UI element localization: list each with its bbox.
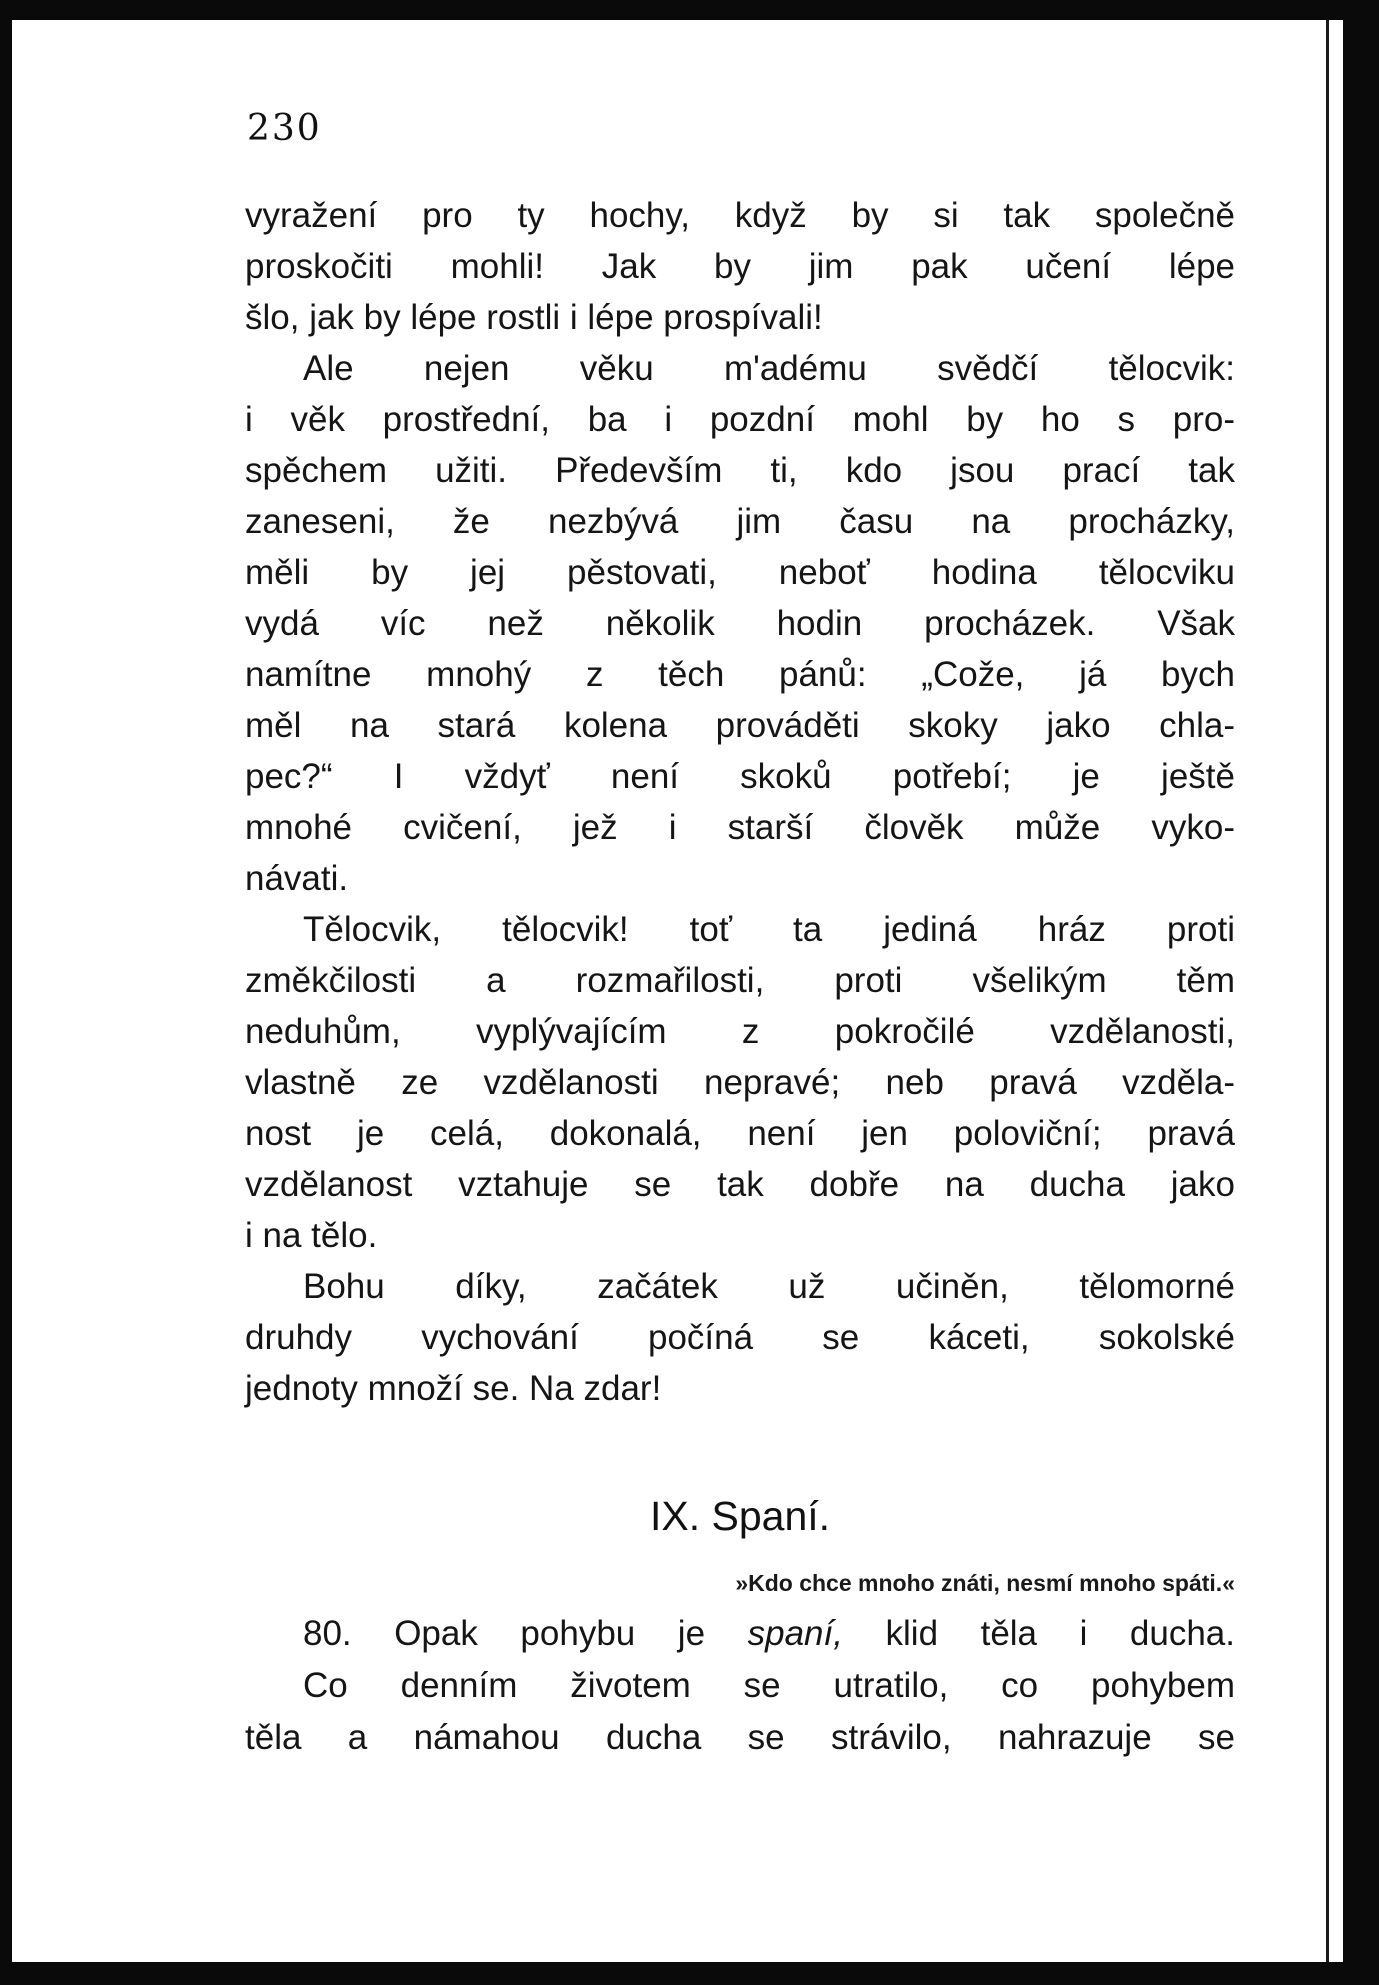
text-line: proskočiti mohli! Jak by jim pak učení lépe — [245, 247, 1235, 286]
text-line: měli by jej pěstovati, neboť hodina tělocviku — [245, 553, 1235, 592]
text-line: vzdělanost vztahuje se tak dobře na ducha jako — [245, 1165, 1235, 1204]
text-line: vydá víc než několik hodin procházek. Však — [245, 604, 1235, 643]
text-line: Co denním životem se utratilo, co pohybem — [303, 1666, 1235, 1705]
text-line: spěchem užiti. Především ti, kdo jsou prací tak — [245, 451, 1235, 490]
text-line: Bohu díky, začátek už učiněn, tělomorné — [303, 1267, 1235, 1306]
text-line: šlo, jak by lépe rostli i lépe prospívali! — [245, 298, 823, 337]
text-line: nost je celá, dokonalá, není jen poloviční; pravá — [245, 1114, 1235, 1153]
text-line: jednoty množí se. Na zdar! — [245, 1369, 662, 1408]
emphasized-word: spaní, — [747, 1614, 843, 1653]
text-line: i na tělo. — [245, 1216, 378, 1255]
text-line: měl na stará kolena prováděti skoky jako chla- — [245, 706, 1235, 745]
text-line: druhdy vychování počíná se káceti, sokolské — [245, 1318, 1235, 1357]
section-number-text: 80. Opak pohybu je — [303, 1614, 748, 1653]
text-line: pec?“ I vždyť není skoků potřebí; je ještě — [245, 757, 1235, 796]
text-line: těla a námahou ducha se strávilo, nahrazuje se — [245, 1718, 1235, 1757]
chapter-motto: »Kdo chce mnoho znáti, nesmí mnoho spáti.« — [735, 1570, 1235, 1596]
chapter-heading: IX. Spaní. — [649, 1493, 831, 1539]
page-edge — [1326, 20, 1343, 1962]
text-line: neduhům, vyplývajícím z pokročilé vzdělanosti, — [245, 1012, 1235, 1051]
text-line — [245, 1608, 1235, 1660]
text-line: i věk prostřední, ba i pozdní mohl by ho s pro- — [245, 400, 1235, 439]
text-line: vyražení pro ty hochy, když by si tak společně — [245, 196, 1235, 235]
text-line: změkčilosti a rozmařilosti, proti všelikým těm — [245, 961, 1235, 1000]
text-line: namítne mnohý z těch pánů: „Cože, já bych — [245, 655, 1235, 694]
scan-border-top — [0, 0, 1379, 20]
page-number: 230 — [247, 108, 322, 149]
text-line: Ale nejen věku m'adému svědčí tělocvik: — [303, 349, 1235, 388]
scan-border-left — [0, 0, 12, 1985]
text-line: návati. — [245, 859, 349, 898]
text-line: zaneseni, že nezbývá jim času na procházky, — [245, 502, 1235, 541]
section-80-text — [245, 1608, 1235, 1764]
text-line: mnohé cvičení, jež i starší člověk může vyko- — [245, 808, 1235, 847]
text-line: Tělocvik, tělocvik! toť ta jediná hráz proti — [303, 910, 1235, 949]
text-fragment: klid těla i ducha. — [842, 1614, 1235, 1653]
body-text — [245, 190, 1235, 1414]
scan-border-right — [1340, 0, 1379, 1985]
text-line: vlastně ze vzdělanosti nepravé; neb pravá vzděla- — [245, 1063, 1235, 1102]
scan-border-bottom — [0, 1962, 1379, 1985]
